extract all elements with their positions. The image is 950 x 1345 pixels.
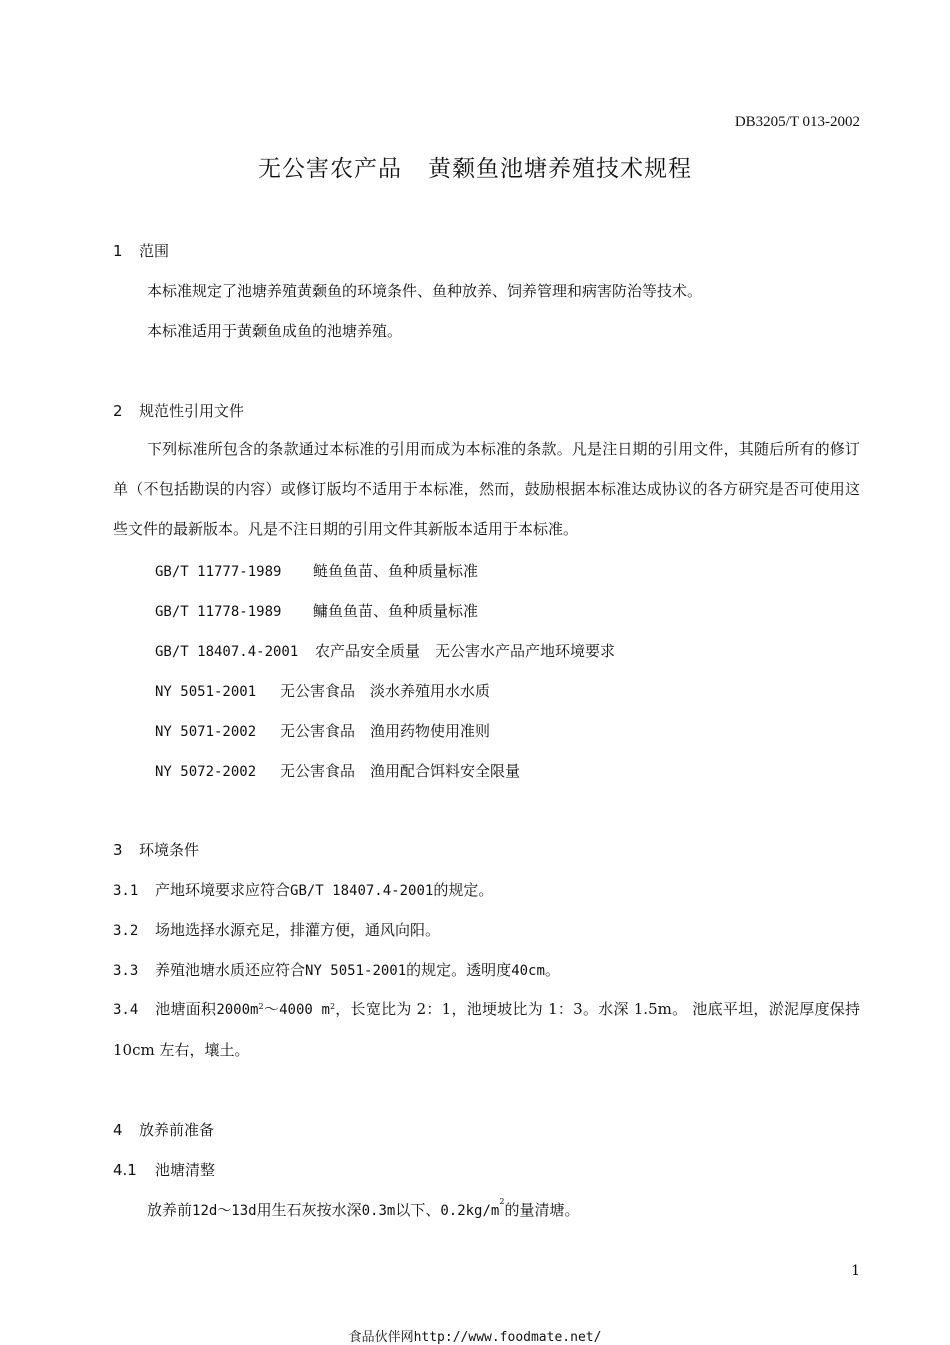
reference-code: GB/T 18407.4-2001 — [155, 644, 299, 660]
reference-item — [155, 760, 520, 781]
section-2-heading — [113, 400, 244, 421]
reference-item — [155, 560, 478, 581]
clause-3-4 — [113, 989, 860, 1070]
subsection-title: 池塘清整 — [155, 1161, 216, 1179]
section-title: 范围 — [139, 242, 170, 260]
clause-number: 3.3 — [113, 963, 139, 979]
clause-text: 的规定。 — [433, 881, 494, 899]
subsection-number: 4.1 — [113, 1161, 137, 1179]
measurement: 4000 m — [279, 1002, 330, 1018]
clause-text: ～ — [263, 1000, 280, 1018]
clause-text: 养殖池塘水质还应符合 — [155, 961, 306, 979]
section-number: 4 — [113, 1121, 123, 1139]
superscript: 2 — [258, 1002, 264, 1011]
paragraph-text: 以下、 — [395, 1201, 441, 1219]
section-3-heading — [113, 839, 199, 860]
clause-3-1 — [113, 879, 493, 900]
reference-code: NY 5071-2002 — [155, 724, 257, 740]
standard-code: DB3205/T 013-2002 — [734, 114, 860, 130]
section-title: 规范性引用文件 — [139, 402, 245, 420]
clause-3-2 — [113, 919, 440, 940]
reference-code: GB/T 11777-1989 — [155, 564, 282, 580]
clause-text: 产地环境要求应符合 — [155, 881, 291, 899]
clause-text: 的规定。透明度 — [406, 961, 512, 979]
reference-code: NY 5051-2001 — [155, 684, 257, 700]
clause-number: 3.1 — [113, 883, 139, 899]
document-title — [0, 150, 950, 183]
title-part-2: 黄颡鱼池塘养殖技术规程 — [428, 156, 692, 182]
measurement: 40cm — [511, 963, 545, 979]
section-number: 1 — [113, 242, 123, 260]
reference-name: 鳙鱼鱼苗、鱼种质量标准 — [313, 602, 479, 620]
clause-3-3 — [113, 959, 560, 980]
reference-name: 无公害食品 渔用配合饵料安全限量 — [280, 762, 521, 780]
section-4-1-paragraph — [147, 1199, 579, 1220]
footer-site-name: 食品伙伴网 — [348, 1330, 414, 1345]
measurement: 12d～13d — [192, 1203, 257, 1219]
clause-number: 3.4 — [113, 1002, 139, 1018]
measurement: 0.3m — [361, 1203, 396, 1219]
reference-name: 无公害食品 渔用药物使用准则 — [280, 722, 491, 740]
standard-code-ref: NY 5051-2001 — [305, 963, 407, 979]
superscript: 2 — [329, 1002, 336, 1011]
reference-item — [155, 640, 615, 661]
footer-url-link[interactable]: http://www.foodmate.net/ — [413, 1330, 602, 1345]
page-number: 1 — [851, 1263, 860, 1279]
reference-code: GB/T 11778-1989 — [155, 604, 282, 620]
section-number: 2 — [113, 402, 123, 420]
clause-number: 3.2 — [113, 923, 139, 939]
section-title: 环境条件 — [139, 841, 200, 859]
clause-text: 场地选择水源充足，排灌方便，通风向阳。 — [155, 921, 441, 939]
reference-item — [155, 720, 490, 741]
reference-item — [155, 680, 490, 701]
standard-code-ref: GB/T 18407.4-2001 — [290, 883, 434, 899]
section-number: 3 — [113, 841, 123, 859]
section-2-intro-paragraph: 下列标准所包含的条款通过本标准的引用而成为本标准的条款。凡是注日期的引用文件，其随后所有的修订单（不包括勘误的内容）或修订版均不适用于本标准，然而，鼓励根据本标准达成协议的各方研究是否可使用这些文件的最新版本。凡是不注日期的引用文件其新版本适用于本标准。 — [113, 440, 860, 538]
paragraph-text: 的量清塘。 — [504, 1201, 580, 1219]
section-1-paragraph-2: 本标准适用于黄颡鱼成鱼的池塘养殖。 — [147, 322, 403, 340]
reference-code: NY 5072-2002 — [155, 764, 257, 780]
reference-item — [155, 600, 478, 621]
clause-text: 。 — [544, 961, 560, 979]
clause-text: ，长宽比为 2：1，池埂坡比为 1：3。水深 1.5m。 池底平坦，淤泥厚度保持 10cm 左右，壤土。 — [113, 1000, 860, 1059]
section-1-heading — [113, 240, 169, 261]
reference-name: 农产品安全质量 无公害水产品产地环境要求 — [315, 642, 616, 660]
paragraph-text: 放养前 — [147, 1201, 193, 1219]
section-title: 放养前准备 — [139, 1121, 215, 1139]
measurement: 0.2kg/m — [440, 1203, 500, 1219]
paragraph-text: 用生石灰按水深 — [256, 1201, 362, 1219]
reference-name: 无公害食品 淡水养殖用水水质 — [280, 682, 491, 700]
title-part-1: 无公害农产品 — [258, 156, 402, 182]
superscript: 2 — [499, 1197, 505, 1206]
section-4-heading — [113, 1119, 214, 1140]
clause-text: 池塘面积 — [155, 1000, 217, 1018]
section-1-paragraph-1: 本标准规定了池塘养殖黄颡鱼的环境条件、鱼种放养、饲养管理和病害防治等技术。 — [147, 282, 703, 300]
measurement: 2000m — [216, 1002, 259, 1018]
footer — [0, 1326, 950, 1345]
subsection-4-1-heading — [113, 1159, 215, 1180]
reference-name: 鲢鱼鱼苗、鱼种质量标准 — [313, 562, 479, 580]
